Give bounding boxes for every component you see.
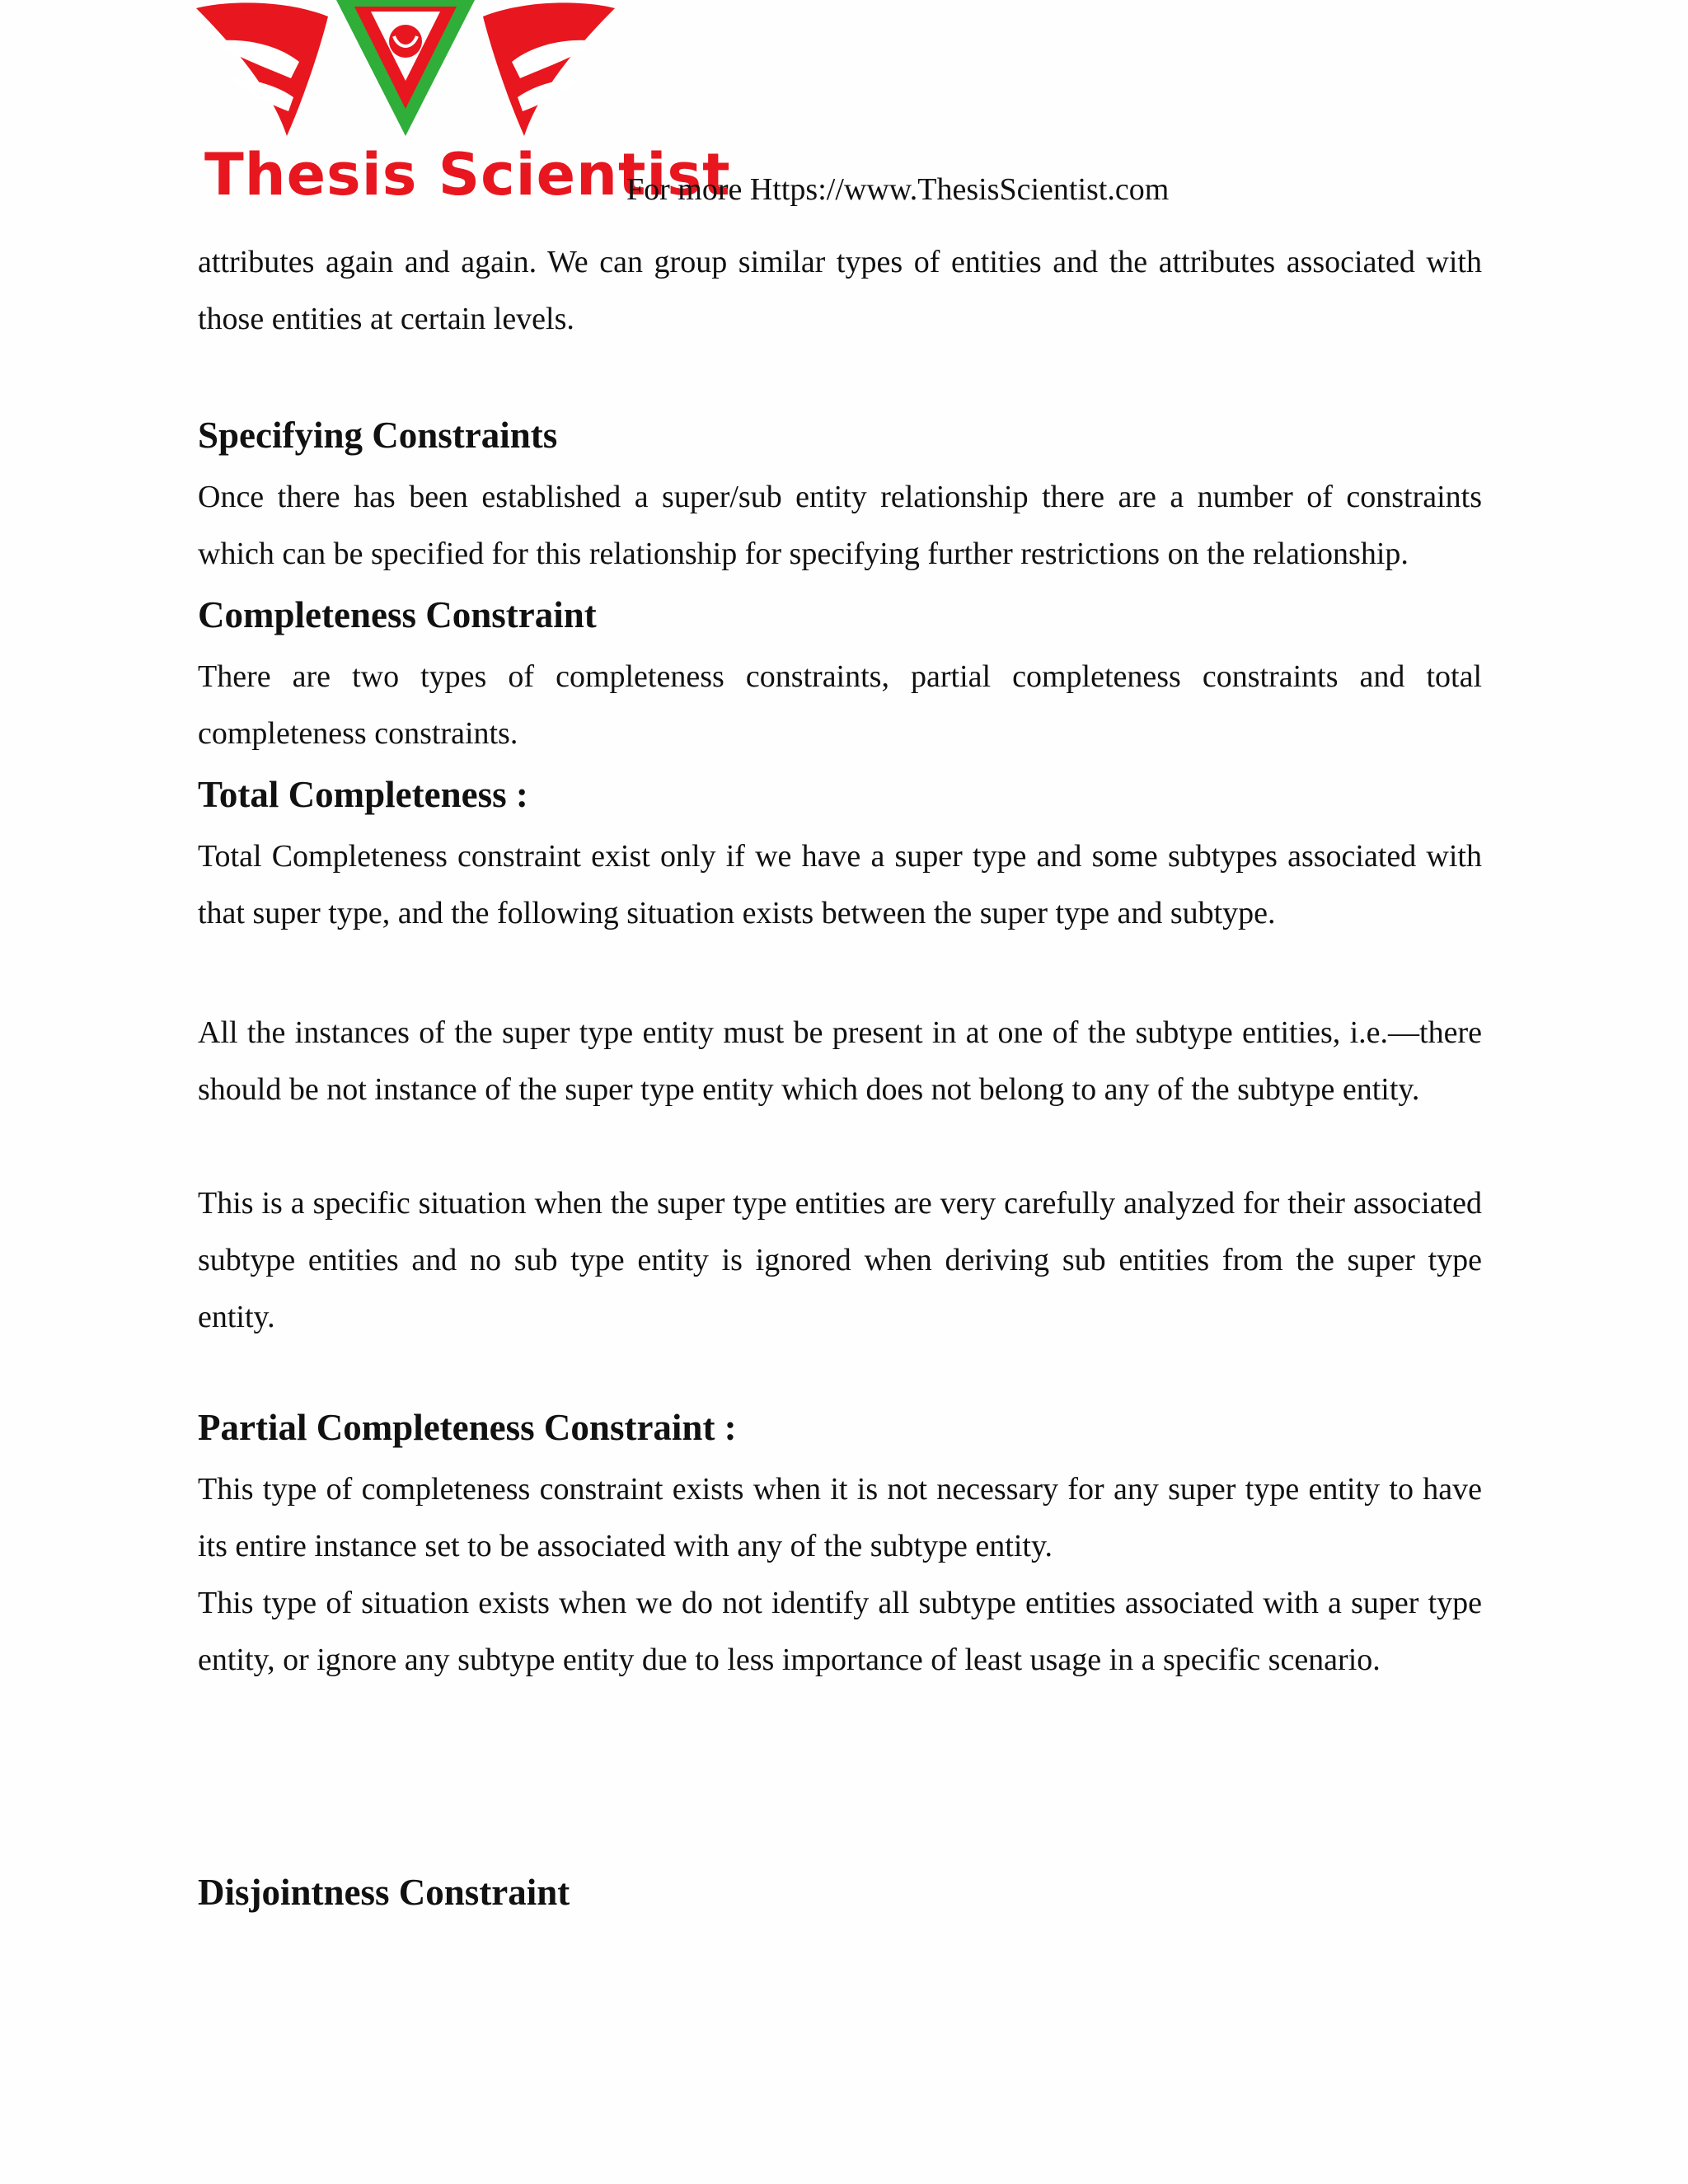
- intro-paragraph: attributes again and again. We can group similar types of entities and the attributes associated with those entities at certain levels.: [198, 245, 1482, 336]
- heading-total-completeness: Total Completeness :: [198, 774, 528, 815]
- website-link[interactable]: For more Https://www.ThesisScientist.com: [626, 172, 1170, 207]
- partial-completeness-paragraph-2: This type of situation exists when we do not identify all subtype entities associated with a super type entity, or ignore any subtype entity due to less importance of least usage in a specific scenario.: [198, 1586, 1482, 1677]
- total-completeness-paragraph-3: This is a specific situation when the super type entities are very carefully analyzed for their associated subtype entities and no sub type entity is ignored when deriving sub entities from the super type entity.: [198, 1186, 1482, 1334]
- completeness-paragraph: There are two types of completeness constraints, partial completeness constraints and total completeness constraints.: [198, 659, 1482, 751]
- heading-specifying-constraints: Specifying Constraints: [198, 415, 558, 456]
- total-completeness-paragraph-2: All the instances of the super type entity must be present in at one of the subtype entities, i.e.—there should be not instance of the super type entity which does not belong to any of the subtype entity.: [198, 1015, 1482, 1107]
- total-completeness-paragraph-1: Total Completeness constraint exist only if we have a super type and some subtypes associated with that super type, and the following situation exists between the super type and subtype.: [198, 839, 1482, 930]
- heading-disjointness-constraint: Disjointness Constraint: [198, 1872, 570, 1913]
- heading-partial-completeness: Partial Completeness Constraint :: [198, 1407, 737, 1448]
- partial-completeness-paragraph-1: This type of completeness constraint exists when it is not necessary for any super type entity to have its entire instance set to be associated with any of the subtype entity.: [198, 1472, 1482, 1563]
- winged-triangle-logo-icon: [196, 0, 615, 142]
- logo-wordmark: Thesis Scientist: [204, 141, 731, 209]
- specifying-paragraph: Once there has been established a super/sub entity relationship there are a number of constraints which can be specified for this relationship for specifying further restrictions on the relationship.: [198, 480, 1482, 571]
- thesis-scientist-logo: [196, 0, 731, 213]
- heading-completeness-constraint: Completeness Constraint: [198, 594, 597, 635]
